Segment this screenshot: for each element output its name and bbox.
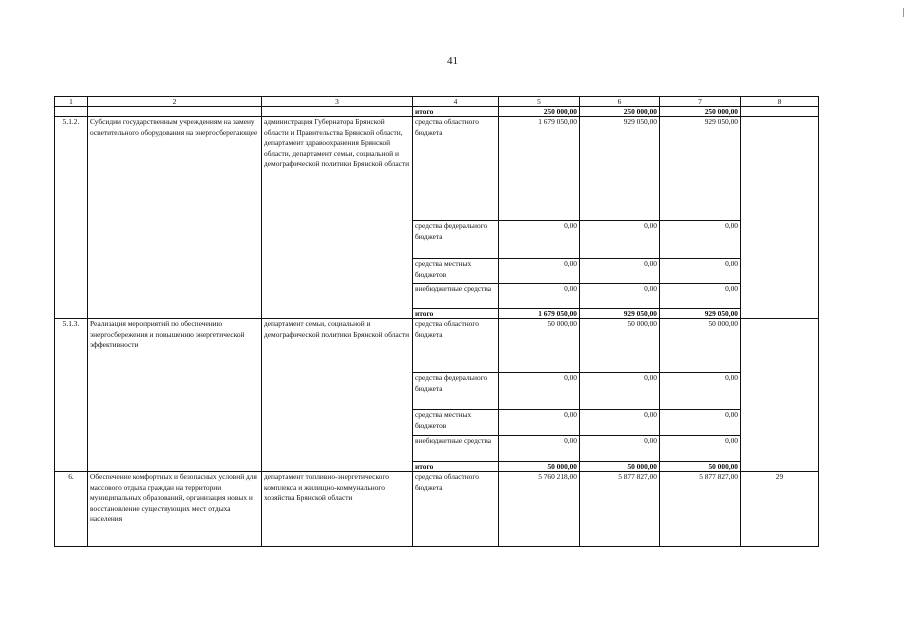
total-label: итого: [413, 107, 499, 117]
value-col6: 0,00: [580, 259, 660, 284]
value-col6: 929 050,00: [580, 117, 660, 221]
source-label: внебюджетные средства: [413, 436, 499, 462]
table-row: [55, 319, 819, 373]
col-header-8: 8: [741, 97, 819, 107]
table-row: [55, 472, 819, 547]
col-header-2: 2: [88, 97, 262, 107]
source-label: внебюджетные средства: [413, 284, 499, 309]
item-executor: администрация Губернатора Брянской области и Правительства Брянской области, департамент здравоохранения Брянской области, департамент семьи, социальной и демографической политики Брянской области: [262, 117, 413, 319]
col-header-6: 6: [580, 97, 660, 107]
total-label: итого: [413, 309, 499, 319]
value-col7: 0,00: [660, 436, 741, 462]
col-header-7: 7: [660, 97, 741, 107]
budget-table: [54, 96, 819, 547]
value-col7: 50 000,00: [660, 319, 741, 373]
source-label: средства местных бюджетов: [413, 410, 499, 436]
value-col6: 0,00: [580, 221, 660, 259]
value-col8: 29: [741, 472, 819, 547]
value-col5: 0,00: [499, 221, 580, 259]
source-label: средства федерального бюджета: [413, 221, 499, 259]
value-col6: 5 877 827,00: [580, 472, 660, 547]
table-row: [55, 117, 819, 221]
total-col7: 50 000,00: [660, 462, 741, 472]
total-col5: 250 000,00: [499, 107, 580, 117]
value-col7: 0,00: [660, 221, 741, 259]
value-col5: 0,00: [499, 410, 580, 436]
total-col7: 250 000,00: [660, 107, 741, 117]
header-row: [55, 97, 819, 107]
value-col5: 0,00: [499, 436, 580, 462]
total-col6: 929 050,00: [580, 309, 660, 319]
source-label: средства областного бюджета: [413, 319, 499, 373]
total-label: итого: [413, 462, 499, 472]
value-col6: 0,00: [580, 373, 660, 410]
item-number: 5.1.2.: [55, 117, 88, 319]
value-col6: 0,00: [580, 436, 660, 462]
value-col6: 0,00: [580, 284, 660, 309]
value-col5: 0,00: [499, 373, 580, 410]
value-col5: 5 760 218,00: [499, 472, 580, 547]
item-executor: департамент семьи, социальной и демографической политики Брянской области: [262, 319, 413, 472]
value-col7: 5 877 827,00: [660, 472, 741, 547]
col-header-1: 1: [55, 97, 88, 107]
value-col5: 0,00: [499, 259, 580, 284]
value-col7: 0,00: [660, 284, 741, 309]
value-col7: 0,00: [660, 259, 741, 284]
value-col7: 929 050,00: [660, 117, 741, 221]
total-col6: 250 000,00: [580, 107, 660, 117]
total-col5: 50 000,00: [499, 462, 580, 472]
col-header-3: 3: [262, 97, 413, 107]
source-label: средства областного бюджета: [413, 117, 499, 221]
page-number: 41: [447, 55, 458, 67]
col-header-5: 5: [499, 97, 580, 107]
value-col7: 0,00: [660, 410, 741, 436]
value-col6: 50 000,00: [580, 319, 660, 373]
total-col6: 50 000,00: [580, 462, 660, 472]
col-header-4: 4: [413, 97, 499, 107]
page-edge-mark: [903, 8, 904, 17]
source-label: средства федерального бюджета: [413, 373, 499, 410]
value-col5: 50 000,00: [499, 319, 580, 373]
item-number: 6.: [55, 472, 88, 547]
total-col5: 1 679 050,00: [499, 309, 580, 319]
source-label: средства местных бюджетов: [413, 259, 499, 284]
item-executor: департамент топливно-энергетического комплекса и жилищно-коммунального хозяйства Брянской области: [262, 472, 413, 547]
item-name: Реализация мероприятий по обеспечению энергосбережения и повышению энергетической эффективности: [88, 319, 262, 472]
source-label: средства областного бюджета: [413, 472, 499, 547]
value-col5: 1 679 050,00: [499, 117, 580, 221]
value-col5: 0,00: [499, 284, 580, 309]
table-row: [55, 107, 819, 117]
value-col7: 0,00: [660, 373, 741, 410]
item-name: Обеспечение комфортных и безопасных условий для массового отдыха граждан на территории муниципальных образований, организация новых и восстановление существующих мест отдыха населения: [88, 472, 262, 547]
item-number: 5.1.3.: [55, 319, 88, 472]
value-col6: 0,00: [580, 410, 660, 436]
total-col7: 929 050,00: [660, 309, 741, 319]
item-name: Субсидии государственным учреждениям на замену осветительного оборудования на энергосберегающее: [88, 117, 262, 319]
